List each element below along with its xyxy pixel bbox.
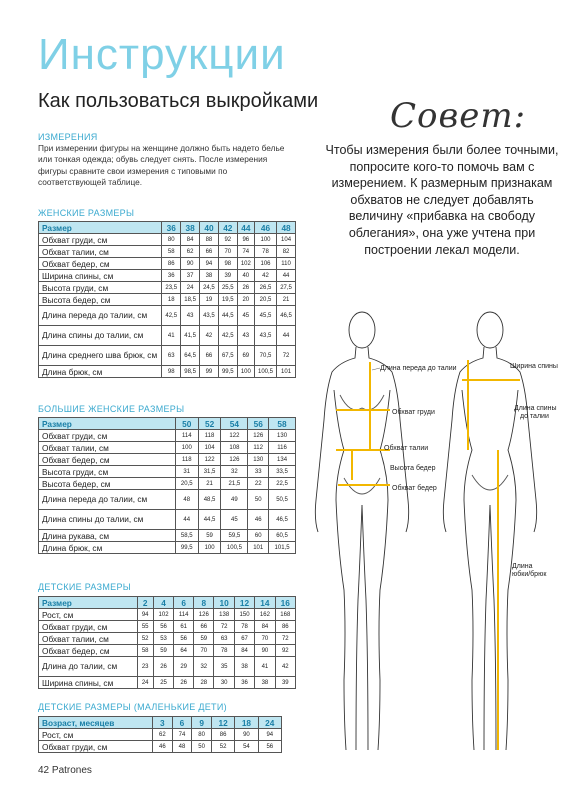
value-cell: 59 <box>194 633 214 645</box>
value-cell: 44 <box>277 270 296 282</box>
value-cell: 40 <box>237 270 254 282</box>
value-cell: 23,5 <box>162 282 181 294</box>
row-label-cell: Обхват бедер, см <box>39 454 176 466</box>
value-cell: 118 <box>175 454 198 466</box>
label-back-length-1: Длина спины <box>514 405 557 412</box>
value-cell: 168 <box>275 609 295 621</box>
table-row <box>39 542 296 554</box>
value-cell: 44,5 <box>218 306 237 326</box>
kids-heading: ДЕТСКИЕ РАЗМЕРЫ <box>38 582 132 592</box>
value-cell: 30 <box>214 677 234 689</box>
value-cell: 74 <box>172 729 192 741</box>
table-row <box>39 510 296 530</box>
value-cell: 104 <box>277 234 296 246</box>
value-cell: 23 <box>137 657 153 677</box>
table-row <box>39 306 296 326</box>
value-cell: 58 <box>162 246 181 258</box>
table-row <box>39 246 296 258</box>
value-cell: 46 <box>153 741 173 753</box>
value-cell: 92 <box>275 645 295 657</box>
page-footer <box>38 765 92 776</box>
value-cell: 59 <box>198 530 221 542</box>
value-cell: 56 <box>153 621 173 633</box>
value-cell: 45,5 <box>254 306 276 326</box>
header-size-cell: 18 <box>235 717 258 729</box>
label-hips: Обхват бедер <box>392 485 437 492</box>
value-cell: 22 <box>248 478 269 490</box>
tip-heading: Совет: <box>390 96 527 136</box>
value-cell: 46 <box>248 510 269 530</box>
value-cell: 62 <box>181 246 200 258</box>
value-cell: 24,5 <box>200 282 219 294</box>
value-cell: 101,5 <box>269 542 296 554</box>
value-cell: 52 <box>137 633 153 645</box>
value-cell: 150 <box>234 609 254 621</box>
value-cell: 72 <box>214 621 234 633</box>
value-cell: 35 <box>214 657 234 677</box>
row-label-cell: Обхват талии, см <box>39 442 176 454</box>
value-cell: 56 <box>258 741 281 753</box>
value-cell: 50 <box>248 490 269 510</box>
value-cell: 122 <box>198 454 221 466</box>
value-cell: 48,5 <box>198 490 221 510</box>
value-cell: 64 <box>174 645 194 657</box>
row-label-cell: Длина переда до талии, см <box>39 490 176 510</box>
row-label-cell: Обхват бедер, см <box>39 645 138 657</box>
row-label-cell: Обхват груди, см <box>39 741 153 753</box>
page-subtitle: Как пользоваться выкройками <box>38 90 319 112</box>
row-label-cell: Обхват талии, см <box>39 633 138 645</box>
table-row <box>39 478 296 490</box>
brand-name: Patrones <box>51 765 92 776</box>
label-back-width: Ширина спины <box>510 363 558 370</box>
value-cell: 94 <box>137 609 153 621</box>
header-label-cell: Возраст, месяцев <box>39 717 153 729</box>
value-cell: 19 <box>200 294 219 306</box>
large-size-table <box>38 417 296 554</box>
value-cell: 70 <box>218 246 237 258</box>
value-cell: 46,5 <box>277 306 296 326</box>
header-size-cell: 54 <box>221 418 248 430</box>
value-cell: 46,5 <box>269 510 296 530</box>
value-cell: 90 <box>235 729 258 741</box>
value-cell: 33 <box>248 466 269 478</box>
table-row <box>39 282 296 294</box>
value-cell: 26,5 <box>254 282 276 294</box>
table-row <box>39 430 296 442</box>
row-label-cell: Длина спины до талии, см <box>39 510 176 530</box>
value-cell: 31,5 <box>198 466 221 478</box>
row-label-cell: Обхват талии, см <box>39 246 162 258</box>
label-waist: Обхват талии <box>384 445 429 452</box>
value-cell: 44 <box>277 326 296 346</box>
value-cell: 52 <box>211 741 234 753</box>
value-cell: 66 <box>200 246 219 258</box>
value-cell: 114 <box>175 430 198 442</box>
value-cell: 49 <box>221 490 248 510</box>
value-cell: 37 <box>181 270 200 282</box>
value-cell: 84 <box>234 645 254 657</box>
table-row <box>39 442 296 454</box>
value-cell: 59 <box>153 645 173 657</box>
value-cell: 39 <box>275 677 295 689</box>
page-title: Инструкции <box>38 30 286 79</box>
value-cell: 44 <box>175 510 198 530</box>
header-size-cell: 58 <box>269 418 296 430</box>
value-cell: 100,5 <box>254 366 276 378</box>
table-header-row <box>39 418 296 430</box>
value-cell: 42 <box>200 326 219 346</box>
value-cell: 56 <box>174 633 194 645</box>
value-cell: 99,5 <box>175 542 198 554</box>
front-figure <box>315 312 408 750</box>
table-row <box>39 729 282 741</box>
women-heading: ЖЕНСКИЕ РАЗМЕРЫ <box>38 208 135 218</box>
page-number: 42 <box>38 765 50 776</box>
value-cell: 106 <box>254 258 276 270</box>
value-cell: 86 <box>211 729 234 741</box>
value-cell: 25 <box>153 677 173 689</box>
value-cell: 27,5 <box>277 282 296 294</box>
value-cell: 36 <box>162 270 181 282</box>
value-cell: 43 <box>237 326 254 346</box>
table-row <box>39 645 296 657</box>
babies-heading: ДЕТСКИЕ РАЗМЕРЫ (МАЛЕНЬКИЕ ДЕТИ) <box>38 702 227 712</box>
row-label-cell: Ширина спины, см <box>39 270 162 282</box>
value-cell: 78 <box>254 246 276 258</box>
value-cell: 101 <box>248 542 269 554</box>
row-label-cell: Обхват груди, см <box>39 234 162 246</box>
large-heading: БОЛЬШИЕ ЖЕНСКИЕ РАЗМЕРЫ <box>38 404 185 414</box>
value-cell: 55 <box>137 621 153 633</box>
value-cell: 92 <box>218 234 237 246</box>
tip-text: Чтобы измерения были более точными, попросите кого-то помочь вам с измерением. К размерным признакам обхватов не следует добавлять величину «прибавка на свободу облегания», она уже учтена при построении лекал модели. <box>325 143 559 257</box>
header-size-cell: 40 <box>200 222 219 234</box>
table-row <box>39 270 296 282</box>
value-cell: 78 <box>214 645 234 657</box>
value-cell: 104 <box>198 442 221 454</box>
value-cell: 39 <box>218 270 237 282</box>
value-cell: 96 <box>237 234 254 246</box>
value-cell: 74 <box>237 246 254 258</box>
header-size-cell: 52 <box>198 418 221 430</box>
header-size-cell: 42 <box>218 222 237 234</box>
header-size-cell: 36 <box>162 222 181 234</box>
value-cell: 42,5 <box>162 306 181 326</box>
value-cell: 80 <box>192 729 212 741</box>
value-cell: 38 <box>234 657 254 677</box>
row-label-cell: Высота груди, см <box>39 466 176 478</box>
value-cell: 78 <box>234 621 254 633</box>
value-cell: 100 <box>175 442 198 454</box>
value-cell: 24 <box>181 282 200 294</box>
value-cell: 43 <box>181 306 200 326</box>
value-cell: 41 <box>255 657 275 677</box>
value-cell: 21 <box>277 294 296 306</box>
header-label-cell: Размер <box>39 418 176 430</box>
value-cell: 90 <box>255 645 275 657</box>
row-label-cell: Обхват бедер, см <box>39 258 162 270</box>
value-cell: 20 <box>237 294 254 306</box>
value-cell: 43,5 <box>254 326 276 346</box>
value-cell: 43,5 <box>200 306 219 326</box>
row-label-cell: Ширина спины, см <box>39 677 138 689</box>
value-cell: 42 <box>254 270 276 282</box>
value-cell: 58,5 <box>175 530 198 542</box>
value-cell: 32 <box>221 466 248 478</box>
value-cell: 130 <box>248 454 269 466</box>
header-size-cell: 4 <box>153 597 173 609</box>
value-cell: 126 <box>248 430 269 442</box>
label-bust: Обхват груди <box>392 409 435 416</box>
header-size-cell: 3 <box>153 717 173 729</box>
table-header-row <box>39 717 282 729</box>
value-cell: 100,5 <box>221 542 248 554</box>
value-cell: 41 <box>162 326 181 346</box>
kids-size-table <box>38 596 296 689</box>
label-front-length: Длина переда до талии <box>380 365 457 372</box>
table-row <box>39 366 296 378</box>
value-cell: 41,5 <box>181 326 200 346</box>
table-row <box>39 234 296 246</box>
table-row <box>39 621 296 633</box>
value-cell: 24 <box>137 677 153 689</box>
value-cell: 70 <box>194 645 214 657</box>
value-cell: 29 <box>174 657 194 677</box>
value-cell: 130 <box>269 430 296 442</box>
row-label-cell: Длина рукава, см <box>39 530 176 542</box>
table-row <box>39 657 296 677</box>
table-row <box>39 609 296 621</box>
value-cell: 42 <box>275 657 295 677</box>
table-row <box>39 633 296 645</box>
header-size-cell: 46 <box>254 222 276 234</box>
value-cell: 138 <box>214 609 234 621</box>
measurement-labels <box>372 363 558 578</box>
value-cell: 134 <box>269 454 296 466</box>
header-size-cell: 8 <box>194 597 214 609</box>
row-label-cell: Длина брюк, см <box>39 542 176 554</box>
value-cell: 70,5 <box>254 346 276 366</box>
header-size-cell: 9 <box>192 717 212 729</box>
value-cell: 48 <box>175 490 198 510</box>
value-cell: 32 <box>194 657 214 677</box>
value-cell: 100 <box>198 542 221 554</box>
value-cell: 61 <box>174 621 194 633</box>
value-cell: 94 <box>200 258 219 270</box>
header-size-cell: 12 <box>211 717 234 729</box>
value-cell: 67,5 <box>218 346 237 366</box>
value-cell: 26 <box>237 282 254 294</box>
row-label-cell: Высота груди, см <box>39 282 162 294</box>
value-cell: 22,5 <box>269 478 296 490</box>
header-size-cell: 56 <box>248 418 269 430</box>
value-cell: 42,5 <box>218 326 237 346</box>
babies-size-table <box>38 716 282 753</box>
value-cell: 26 <box>174 677 194 689</box>
row-label-cell: Обхват груди, см <box>39 430 176 442</box>
header-size-cell: 10 <box>214 597 234 609</box>
value-cell: 53 <box>153 633 173 645</box>
value-cell: 98 <box>218 258 237 270</box>
table-row <box>39 490 296 510</box>
table-row <box>39 530 296 542</box>
value-cell: 118 <box>198 430 221 442</box>
value-cell: 50 <box>192 741 212 753</box>
value-cell: 126 <box>194 609 214 621</box>
value-cell: 116 <box>269 442 296 454</box>
value-cell: 45 <box>221 510 248 530</box>
row-label-cell: Длина до талии, см <box>39 657 138 677</box>
header-size-cell: 14 <box>255 597 275 609</box>
women-size-table <box>38 221 296 378</box>
value-cell: 36 <box>234 677 254 689</box>
back-figure <box>443 312 536 750</box>
value-cell: 25,5 <box>218 282 237 294</box>
value-cell: 86 <box>275 621 295 633</box>
table-row <box>39 294 296 306</box>
header-size-cell: 38 <box>181 222 200 234</box>
value-cell: 70 <box>255 633 275 645</box>
row-label-cell: Рост, см <box>39 609 138 621</box>
value-cell: 122 <box>221 430 248 442</box>
table-header-row <box>39 222 296 234</box>
label-skirt-length-2: юбки/брюк <box>512 571 547 578</box>
value-cell: 50,5 <box>269 490 296 510</box>
table-row <box>39 741 282 753</box>
label-skirt-length-1: Длина <box>512 563 533 570</box>
row-label-cell: Обхват груди, см <box>39 621 138 633</box>
value-cell: 99 <box>200 366 219 378</box>
row-label-cell: Длина брюк, см <box>39 366 162 378</box>
header-size-cell: 12 <box>234 597 254 609</box>
value-cell: 98,5 <box>181 366 200 378</box>
value-cell: 88 <box>200 234 219 246</box>
value-cell: 21,5 <box>221 478 248 490</box>
value-cell: 60 <box>248 530 269 542</box>
value-cell: 162 <box>255 609 275 621</box>
value-cell: 67 <box>234 633 254 645</box>
header-size-cell: 6 <box>174 597 194 609</box>
value-cell: 59,5 <box>221 530 248 542</box>
value-cell: 64,5 <box>181 346 200 366</box>
value-cell: 112 <box>248 442 269 454</box>
intro-text: При измерении фигуры на женщине должно быть надето белье или тонкая одежда; обувь следует снять. После измерения фигуры сравните свои измерения с типовыми по соответствующей таблице. <box>38 143 285 188</box>
value-cell: 69 <box>237 346 254 366</box>
header-size-cell: 44 <box>237 222 254 234</box>
value-cell: 20,5 <box>254 294 276 306</box>
value-cell: 84 <box>255 621 275 633</box>
value-cell: 102 <box>153 609 173 621</box>
header-size-cell: 48 <box>277 222 296 234</box>
row-label-cell: Длина среднего шва брюк, см <box>39 346 162 366</box>
table-row <box>39 454 296 466</box>
value-cell: 94 <box>258 729 281 741</box>
value-cell: 38 <box>200 270 219 282</box>
value-cell: 100 <box>254 234 276 246</box>
value-cell: 20,5 <box>175 478 198 490</box>
row-label-cell: Высота бедер, см <box>39 294 162 306</box>
table-row <box>39 258 296 270</box>
value-cell: 21 <box>198 478 221 490</box>
label-hip-height: Высота бедер <box>390 465 436 472</box>
value-cell: 54 <box>235 741 258 753</box>
value-cell: 26 <box>153 657 173 677</box>
value-cell: 62 <box>153 729 173 741</box>
value-cell: 108 <box>221 442 248 454</box>
value-cell: 19,5 <box>218 294 237 306</box>
label-back-length-2: до талии <box>520 413 549 420</box>
value-cell: 38 <box>255 677 275 689</box>
value-cell: 18,5 <box>181 294 200 306</box>
header-size-cell: 2 <box>137 597 153 609</box>
header-size-cell: 16 <box>275 597 295 609</box>
value-cell: 102 <box>237 258 254 270</box>
value-cell: 33,5 <box>269 466 296 478</box>
table-row <box>39 326 296 346</box>
value-cell: 114 <box>174 609 194 621</box>
row-label-cell: Рост, см <box>39 729 153 741</box>
value-cell: 100 <box>237 366 254 378</box>
header-size-cell: 24 <box>258 717 281 729</box>
value-cell: 58 <box>137 645 153 657</box>
header-label-cell: Размер <box>39 222 162 234</box>
value-cell: 98 <box>162 366 181 378</box>
intro-heading: ИЗМЕРЕНИЯ <box>38 132 98 142</box>
value-cell: 66 <box>194 621 214 633</box>
header-size-cell: 6 <box>172 717 192 729</box>
value-cell: 101 <box>277 366 296 378</box>
table-row <box>39 677 296 689</box>
table-header-row <box>39 597 296 609</box>
value-cell: 99,5 <box>218 366 237 378</box>
value-cell: 110 <box>277 258 296 270</box>
value-cell: 90 <box>181 258 200 270</box>
value-cell: 72 <box>275 633 295 645</box>
value-cell: 84 <box>181 234 200 246</box>
value-cell: 82 <box>277 246 296 258</box>
header-label-cell: Размер <box>39 597 138 609</box>
value-cell: 31 <box>175 466 198 478</box>
row-label-cell: Длина переда до талии, см <box>39 306 162 326</box>
value-cell: 48 <box>172 741 192 753</box>
value-cell: 66 <box>200 346 219 366</box>
table-row <box>39 466 296 478</box>
value-cell: 86 <box>162 258 181 270</box>
value-cell: 126 <box>221 454 248 466</box>
value-cell: 44,5 <box>198 510 221 530</box>
value-cell: 63 <box>162 346 181 366</box>
value-cell: 45 <box>237 306 254 326</box>
body-measurement-figure <box>300 300 570 770</box>
value-cell: 80 <box>162 234 181 246</box>
value-cell: 63 <box>214 633 234 645</box>
header-size-cell: 50 <box>175 418 198 430</box>
value-cell: 18 <box>162 294 181 306</box>
value-cell: 28 <box>194 677 214 689</box>
value-cell: 72 <box>277 346 296 366</box>
row-label-cell: Длина спины до талии, см <box>39 326 162 346</box>
value-cell: 60,5 <box>269 530 296 542</box>
row-label-cell: Высота бедер, см <box>39 478 176 490</box>
table-row <box>39 346 296 366</box>
